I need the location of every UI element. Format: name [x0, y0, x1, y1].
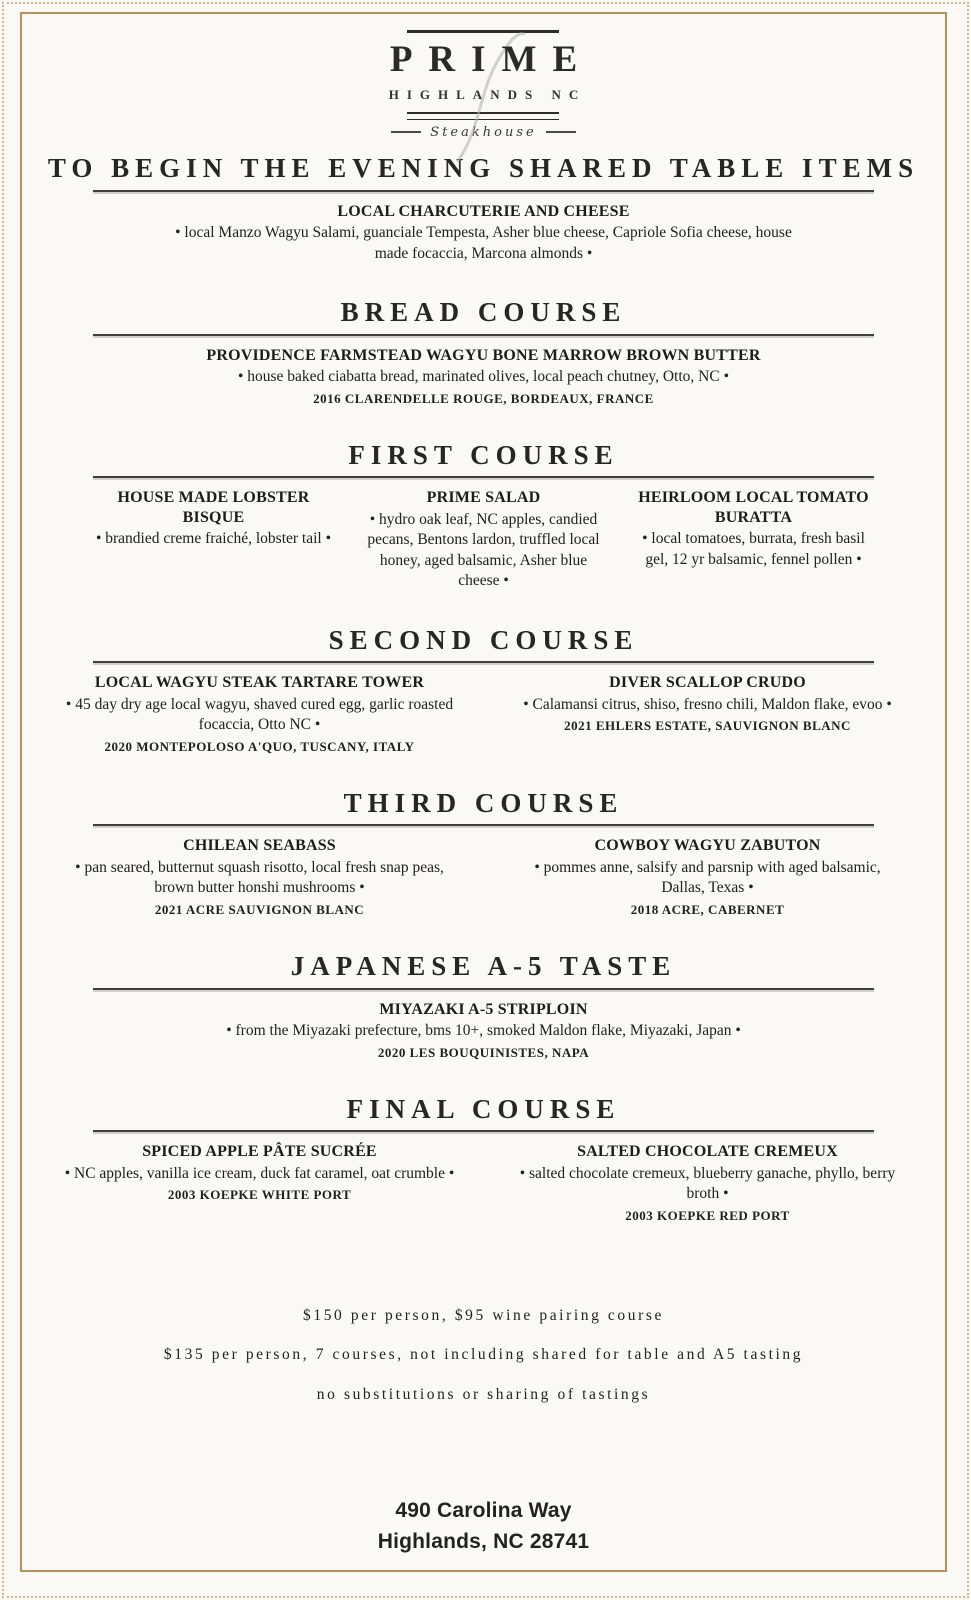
- section-title: FIRST COURSE: [348, 439, 619, 470]
- menu-item: [512, 836, 904, 917]
- section-items: [24, 673, 943, 754]
- menu-section: [24, 154, 943, 264]
- item-name: HEIRLOOM LOCAL TOMATO BURATTA: [638, 489, 869, 526]
- section-title: THIRD COURSE: [343, 787, 624, 818]
- section-items: [24, 488, 943, 591]
- item-description: • local tomatoes, burrata, fresh basil gel, 12 yr balsamic, fennel pollen •: [642, 530, 865, 568]
- item-name: CHILEAN SEABASS: [183, 837, 336, 855]
- section-items: [24, 1000, 943, 1061]
- item-name: LOCAL CHARCUTERIE AND CHEESE: [337, 202, 630, 220]
- menu-item: [633, 488, 875, 570]
- section-title: SECOND COURSE: [328, 624, 639, 655]
- section-title: BREAD COURSE: [340, 296, 627, 327]
- item-wine-pairing: 2021 ACRE SAUVIGNON BLANC: [154, 901, 365, 917]
- section-rule: [93, 824, 874, 826]
- item-wine-pairing: 2020 LES BOUQUINISTES, NAPA: [377, 1044, 590, 1060]
- item-wine-pairing: 2016 CLARENDELLE ROUGE, BORDEAUX, FRANCE: [313, 390, 654, 406]
- restaurant-logo: [374, 30, 593, 140]
- section-rule: [93, 190, 874, 192]
- item-name: SPICED APPLE PÂTE SUCRÉE: [142, 1143, 377, 1161]
- menu-item: [93, 488, 335, 549]
- menu-item: [512, 1142, 904, 1223]
- section-title: JAPANESE A-5 TASTE: [290, 950, 677, 981]
- menu-section: [24, 789, 943, 918]
- item-description: • from the Miyazaki prefecture, bms 10+, smoked Maldon flake, Miyazaki, Japan •: [226, 1022, 741, 1040]
- menu-item: [226, 1000, 741, 1061]
- section-items: [24, 836, 943, 917]
- section-rule: [93, 476, 874, 478]
- section-rule: [93, 988, 874, 990]
- item-name: COWBOY WAGYU ZABUTON: [594, 837, 821, 855]
- menu-item: [164, 202, 804, 264]
- item-wine-pairing: 2020 MONTEPOLOSO A'QUO, TUSCANY, ITALY: [104, 738, 415, 754]
- item-name: MIYAZAKI A-5 STRIPLOIN: [379, 1000, 588, 1018]
- logo-name: PRIME: [389, 39, 594, 80]
- item-description: • pommes anne, salsify and parsnip with aged balsamic, Dallas, Texas •: [534, 858, 881, 897]
- section-title: TO BEGIN THE EVENING SHARED TABLE ITEMS: [47, 152, 920, 183]
- menu-item: [64, 836, 456, 917]
- menu-item: [64, 673, 456, 754]
- menu-item: [64, 1142, 456, 1203]
- logo-location: HIGHLANDS NC: [388, 86, 587, 102]
- pricing-line: $135 per person, 7 courses, not including shared for table and A5 tasting: [163, 1346, 804, 1364]
- address-city: Highlands, NC 28741: [377, 1529, 590, 1553]
- item-name: SALTED CHOCOLATE CREMEUX: [577, 1143, 838, 1161]
- section-items: [24, 202, 943, 264]
- item-description: • pan seared, butternut squash risotto, local fresh snap peas, brown butter honshi mushrooms •: [75, 858, 444, 897]
- pricing-line: $150 per person, $95 wine pairing course: [303, 1306, 664, 1324]
- item-wine-pairing: 2018 ACRE, CABERNET: [630, 901, 785, 917]
- menu-section: [24, 952, 943, 1061]
- item-wine-pairing: 2003 KOEPKE WHITE PORT: [167, 1187, 352, 1203]
- item-name: PROVIDENCE FARMSTEAD WAGYU BONE MARROW BROWN BUTTER: [206, 346, 761, 364]
- menu-sections: [24, 154, 943, 1224]
- section-items: [24, 346, 943, 407]
- item-description: • NC apples, vanilla ice cream, duck fat caramel, oat crumble •: [64, 1164, 455, 1182]
- item-name: HOUSE MADE LOBSTER BISQUE: [117, 489, 310, 526]
- section-rule: [93, 661, 874, 663]
- item-description: • 45 day dry age local wagyu, shaved cured egg, garlic roasted focaccia, Otto NC •: [65, 695, 454, 734]
- item-description: • hydro oak leaf, NC apples, candied pecans, Bentons lardon, truffled local honey, aged balsamic, Asher blue cheese •: [367, 510, 600, 590]
- menu-section: [24, 626, 943, 755]
- item-name: LOCAL WAGYU STEAK TARTARE TOWER: [94, 674, 425, 692]
- item-description: • house baked ciabatta bread, marinated olives, local peach chutney, Otto, NC •: [237, 368, 730, 386]
- item-description: • salted chocolate cremeux, blueberry ganache, phyllo, berry broth •: [519, 1164, 896, 1203]
- menu-item: [512, 673, 904, 734]
- item-wine-pairing: 2021 EHLERS ESTATE, SAUVIGNON BLANC: [564, 718, 851, 734]
- section-title: FINAL COURSE: [346, 1093, 621, 1124]
- menu-item: [363, 488, 605, 591]
- section-items: [24, 1142, 943, 1223]
- item-description: • Calamansi citrus, shiso, fresno chili, Maldon flake, evoo •: [523, 695, 892, 713]
- item-name: PRIME SALAD: [426, 489, 541, 507]
- pricing-block: [24, 1296, 943, 1415]
- menu-section: [24, 298, 943, 407]
- menu-item: [206, 346, 760, 407]
- logo-tagline-text: Steakhouse: [430, 124, 537, 140]
- pricing-line: no substitutions or sharing of tastings: [316, 1385, 651, 1403]
- item-wine-pairing: 2003 KOEPKE RED PORT: [625, 1207, 790, 1223]
- item-description: • local Manzo Wagyu Salami, guanciale Tempesta, Asher blue cheese, Capriole Sofia cheese, house made focaccia, Marcona almonds •: [175, 224, 792, 262]
- menu-section: [24, 1095, 943, 1224]
- address-street: 490 Carolina Way: [395, 1499, 572, 1523]
- item-name: DIVER SCALLOP CRUDO: [609, 674, 806, 692]
- section-rule: [93, 334, 874, 336]
- menu-content: [24, 14, 943, 1568]
- section-rule: [93, 1130, 874, 1132]
- item-description: • brandied creme fraiché, lobster tail •: [95, 530, 332, 548]
- restaurant-address: [24, 1496, 943, 1557]
- menu-section: [24, 441, 943, 592]
